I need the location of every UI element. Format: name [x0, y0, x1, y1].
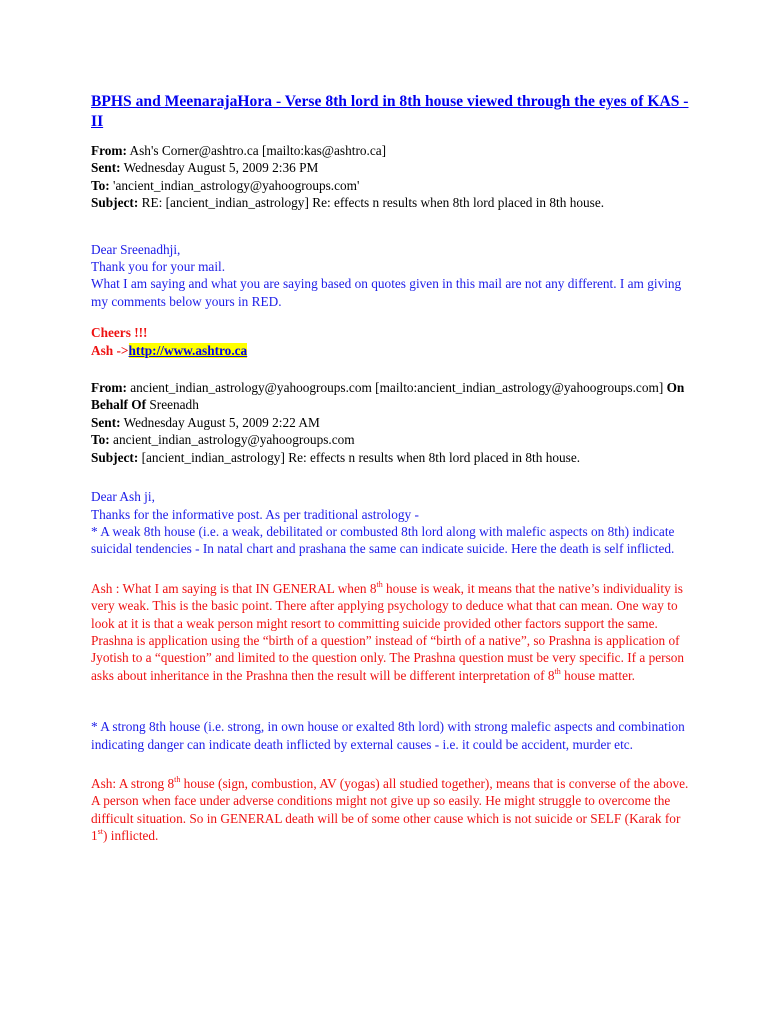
reply-thanks: Thank you for your mail. [91, 259, 226, 275]
original-point-2: * A strong 8th house (i.e. strong, in own house or exalted 8th lord) with strong malefic aspects and combination indicating danger can indicate death inflicted by external causes - i.e. it could be accident, murder etc. [91, 719, 685, 752]
website-link[interactable]: http://www.ashtro.ca [128, 342, 248, 358]
reply-text: What I am saying and what you are saying based on quotes given in this mail are not any different. I am giving my comments below yours in RED. [91, 276, 682, 309]
sent-label: Sent: [91, 160, 121, 176]
original-intro: Thanks for the informative post. As per traditional astrology - [91, 506, 419, 522]
sent-label-2: Sent: [91, 414, 121, 430]
ash-comment-2: Ash: A strong 8th house (sign, combustion, AV (yogas) all studied together), means that is converse of the above. A person when face under adverse conditions might not give up so easily. He might struggle to overcome the difficult situation. So in GENERAL death will be of some other cause which is not suicide or SELF (Karak for 1st) inflicted. [91, 774, 689, 844]
original-message [91, 488, 691, 558]
sent-line-2 [91, 414, 691, 431]
email-header-2 [91, 379, 691, 466]
from-label: From: [91, 143, 127, 158]
original-point-1: * A weak 8th house (i.e. a weak, debilitated or combusted 8th lord along with malefic aspects on 8th) indicate suicidal tendencies - In natal chart and prashana the same can indicate suicide. Here the death is self inflicted. [91, 523, 675, 557]
to-label: To: [91, 177, 110, 193]
reply-greeting: Dear Sreenadhji, [91, 241, 181, 257]
signature-ash-prefix: Ash -> [91, 342, 129, 358]
email-header-1 [91, 142, 691, 212]
subject-value: RE: [ancient_indian_astrology] Re: effects n results when 8th lord placed in 8th house. [138, 195, 605, 211]
from-line-2 [91, 379, 691, 414]
sent-line [91, 159, 691, 176]
signature-cheers: Cheers !!! [91, 325, 148, 341]
subject-label: Subject: [91, 195, 139, 211]
ash-comment-1: Ash : What I am saying is that IN GENERAL when 8th house is weak, it means that the native’s individuality is very weak. This is the basic point. There after applying psychology to deduce what that can mean. One way to look at it is that a weak person might resort to committing suicide provided other factors support the same. Prashna is application using the “birth of a question” instead of “birth of a native”, so Prashna is application of Jyotish to a “question” and limited to the question only. The Prashna question must be very specific. If a person asks about inheritance in the Prashna then the result will be different interpretation of 8th house matter. [91, 579, 685, 683]
reply-body [91, 241, 691, 311]
from-line [91, 142, 691, 159]
behalf-label: On Behalf Of [91, 380, 685, 413]
to-value-2: ancient_indian_astrology@yahoogroups.com [109, 432, 355, 448]
from-value-2: ancient_indian_astrology@yahoogroups.com [mailto:ancient_indian_astrology@yahoogroups.com] [126, 380, 667, 396]
sent-value: Wednesday August 5, 2009 2:36 PM [120, 160, 319, 176]
subject-value-2: [ancient_indian_astrology] Re: effects n results when 8th lord placed in 8th house. [138, 449, 581, 465]
subject-line-2 [91, 449, 691, 466]
behalf-value: Sreenadh [146, 397, 199, 413]
from-value: Ash's Corner@ashtro.ca [mailto:kas@ashtro.ca] [126, 143, 387, 158]
to-value: 'ancient_indian_astrology@yahoogroups.com' [109, 177, 360, 193]
from-label-2: From: [91, 380, 127, 396]
signature [91, 324, 691, 359]
to-line-2 [91, 431, 691, 448]
signature-ash-line [91, 342, 691, 359]
to-label-2: To: [91, 432, 110, 448]
sent-value-2: Wednesday August 5, 2009 2:22 AM [120, 414, 320, 430]
to-line [91, 177, 691, 194]
original-greeting: Dear Ash ji, [91, 489, 155, 505]
document-title-link[interactable]: BPHS and MeenarajaHora - Verse 8th lord in 8th house viewed through the eyes of KAS - II [91, 93, 689, 130]
subject-label-2: Subject: [91, 449, 139, 465]
document-page [91, 92, 691, 845]
subject-line [91, 194, 691, 211]
